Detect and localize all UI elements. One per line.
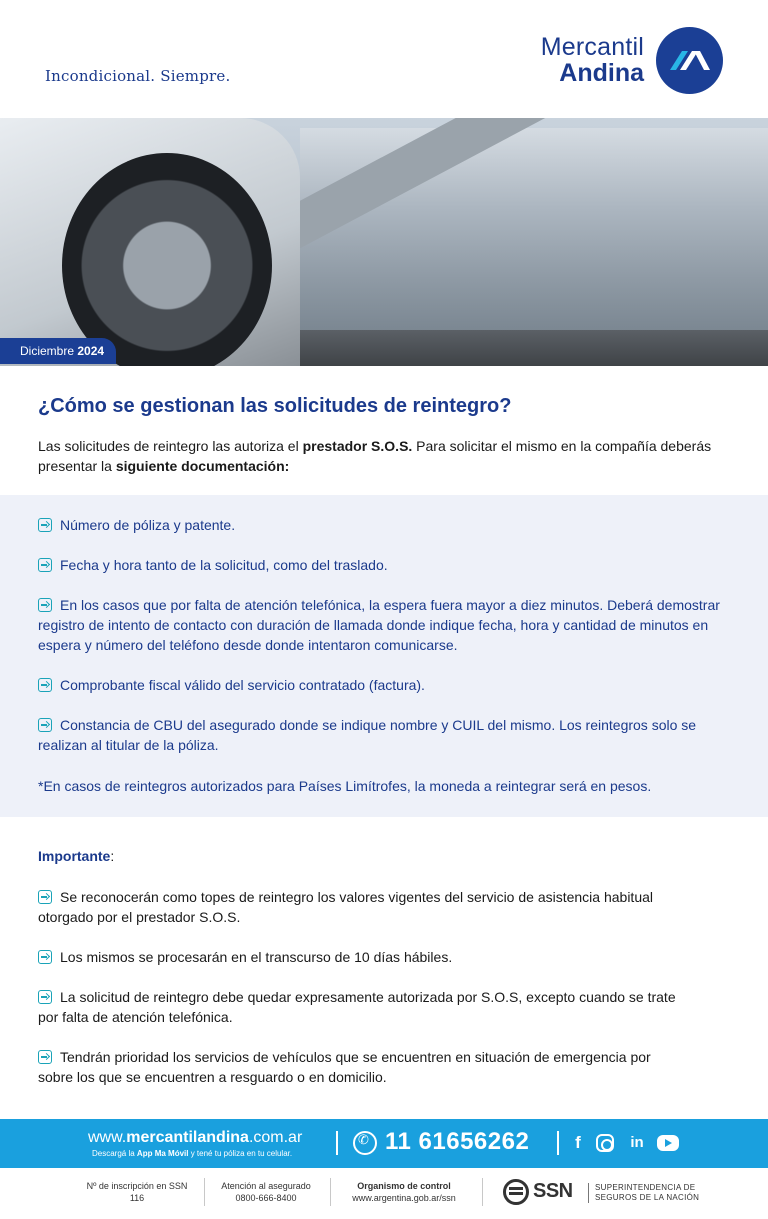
list-item	[38, 715, 728, 755]
control-label: Organismo de control	[357, 1181, 451, 1191]
arrow-right-icon	[38, 950, 52, 964]
divider	[557, 1131, 559, 1155]
wheel-graphic	[62, 153, 272, 366]
arrow-right-icon	[38, 678, 52, 692]
arrow-right-icon	[38, 558, 52, 572]
intro-paragraph	[38, 436, 738, 476]
list-item	[38, 595, 728, 655]
list-item	[38, 987, 688, 1027]
ssn-logo-text: SSN	[533, 1180, 573, 1202]
list-item-text: Tendrán prioridad los servicios de vehículos que se encuentren en situación de emergencia por sobre los que se encuentren a resguardo o en domicilio.	[38, 1049, 651, 1085]
list-item	[38, 1047, 688, 1087]
list-item-text: En los casos que por falta de atención telefónica, la espera fuera mayor a diez minutos. Deberá demostrar registro de intento de contacto con duración de llamada donde indique fecha, hora y cantidad de minutos en espera y número del teléfono desde donde intentaron comunicarse.	[38, 597, 720, 653]
divider	[336, 1131, 338, 1155]
arrow-right-icon	[38, 890, 52, 904]
intro-text-2: Para solicitar el mismo en la compañía deberás presentar la	[38, 438, 712, 474]
date-badge	[0, 338, 116, 364]
attention-label: Atención al asegurado	[221, 1181, 311, 1191]
app-text-1: Descargá la	[92, 1149, 137, 1158]
control-url[interactable]: www.argentina.gob.ar/ssn	[352, 1193, 456, 1203]
ssn-logo-icon	[503, 1179, 529, 1205]
documents-list	[38, 515, 728, 775]
date-year: 2024	[77, 344, 105, 358]
control-organism	[336, 1180, 472, 1204]
list-item	[38, 947, 688, 967]
list-item	[38, 555, 728, 575]
intro-bold-2: siguiente documentación:	[115, 458, 290, 474]
footer-bar	[0, 1119, 768, 1168]
ssn-full-line-1: SUPERINTENDENCIA DE	[595, 1183, 696, 1192]
intro-bold-1: prestador S.O.S.	[302, 438, 413, 454]
tow-truck-graphic	[300, 128, 768, 328]
brand-logo-icon[interactable]	[656, 27, 723, 94]
list-item-text: Fecha y hora tanto de la solicitud, como del traslado.	[60, 557, 388, 573]
web-suffix: .com.ar	[248, 1129, 303, 1146]
important-title: Importante	[38, 848, 111, 864]
list-item-text: Constancia de CBU del asegurado donde se indique nombre y CUIL del mismo. Los reintegros solo se realizan al titular de la póliza.	[38, 717, 697, 753]
attention-phone[interactable]: 0800-666-8400	[235, 1193, 297, 1203]
ssn-number-label: Nº de inscripción en SSN	[86, 1181, 188, 1191]
important-colon: :	[110, 848, 115, 864]
app-promo	[92, 1149, 292, 1158]
linkedin-icon[interactable]: in	[630, 1134, 644, 1151]
list-item-text: Número de póliza y patente.	[60, 517, 236, 533]
ssn-full-name	[588, 1183, 699, 1203]
ssn-number: 116	[129, 1193, 145, 1203]
important-heading	[38, 848, 114, 864]
phone-number[interactable]: 11 61656262	[385, 1128, 530, 1155]
arrow-right-icon	[38, 718, 52, 732]
ssn-full-line-2: SEGUROS DE LA NACIÓN	[595, 1193, 700, 1202]
list-item-text: Los mismos se procesarán en el transcurso de 10 días hábiles.	[60, 949, 453, 965]
intro-text-1: Las solicitudes de reintegro las autoriza el	[38, 438, 303, 454]
arrow-right-icon	[38, 990, 52, 1004]
page-title: ¿Cómo se gestionan las solicitudes de reintegro?	[38, 395, 512, 417]
date-month: Diciembre	[20, 344, 75, 358]
whatsapp-icon[interactable]	[353, 1131, 377, 1155]
list-item	[38, 887, 688, 927]
website-link[interactable]	[88, 1129, 302, 1147]
divider	[204, 1178, 205, 1206]
brand-line-2: Andina	[559, 59, 644, 87]
web-prefix: www.	[88, 1129, 127, 1146]
footnote: *En casos de reintegros autorizados para Países Limítrofes, la moneda a reintegrar será en pesos.	[38, 778, 652, 794]
list-item-text: La solicitud de reintegro debe quedar expresamente autorizada por S.O.S, excepto cuando se trate por falta de atención telefónica.	[38, 989, 676, 1025]
arrow-right-icon	[38, 598, 52, 612]
arrow-right-icon	[38, 1050, 52, 1064]
hero-image	[0, 118, 768, 366]
important-list	[38, 887, 688, 1107]
documents-panel	[0, 495, 768, 817]
app-text-2: y tené tu póliza en tu celular.	[188, 1149, 293, 1158]
web-bold: mercantilandina	[126, 1129, 249, 1146]
brand-name[interactable]	[541, 34, 644, 86]
instagram-icon[interactable]	[596, 1134, 614, 1152]
tagline: Incondicional. Siempre.	[45, 67, 231, 85]
list-item-text: Se reconocerán como topes de reintegro los valores vigentes del servicio de asistencia habitual otorgado por el prestador S.O.S.	[38, 889, 654, 925]
list-item	[38, 675, 728, 695]
customer-attention	[210, 1180, 322, 1204]
list-item	[38, 515, 728, 535]
divider	[482, 1178, 483, 1206]
facebook-icon[interactable]: f	[575, 1133, 581, 1152]
youtube-icon[interactable]	[657, 1135, 679, 1151]
brand-line-1: Mercantil	[540, 33, 644, 61]
ssn-registration	[78, 1180, 196, 1204]
list-item-text: Comprobante fiscal válido del servicio contratado (factura).	[60, 677, 425, 693]
divider	[330, 1178, 331, 1206]
app-name: App Ma Móvil	[136, 1149, 189, 1158]
header	[0, 0, 768, 118]
arrow-right-icon	[38, 518, 52, 532]
